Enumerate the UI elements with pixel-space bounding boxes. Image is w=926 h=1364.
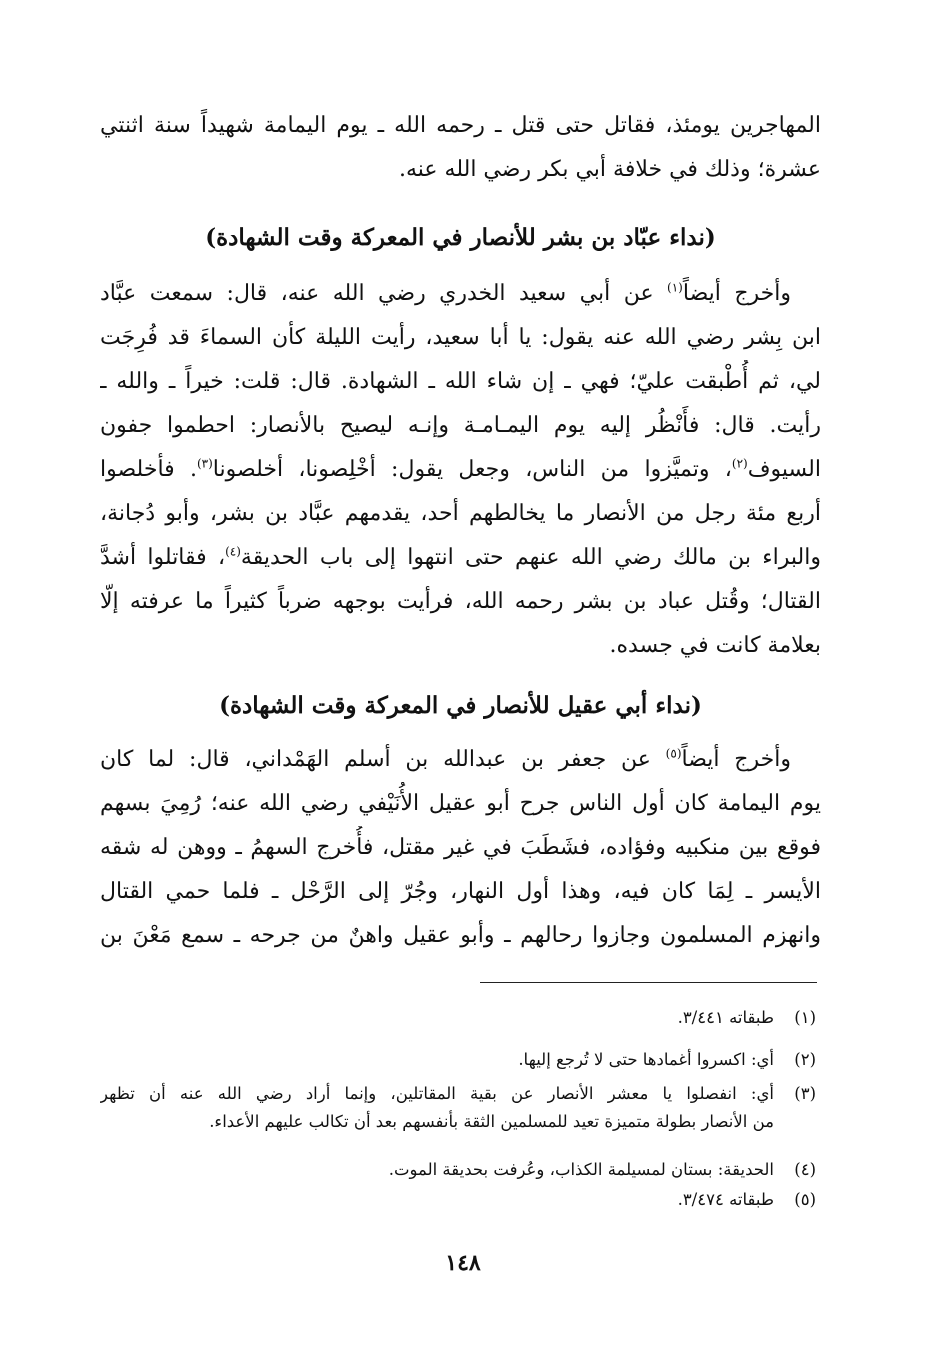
footnote-text: من الأنصار بطولة متميزة تعيد للمسلمين الثقة بأنفسهم بعد أن تكالب عليهم الأعداء.	[209, 1112, 774, 1131]
footnote-ref[interactable]: (٣)	[196, 456, 213, 471]
footnote-text: أي: اكسروا أغمادها حتى لا تُرجع إليها.	[518, 1050, 774, 1069]
footnote-1	[100, 1004, 816, 1032]
section-abbad-paragraph	[100, 272, 821, 668]
text-line: الأيسر ـ لِمَا كان فيه، وهذا أول النهار، وجُرّ إلى الرَّحْل ـ فلما حمي القتال	[100, 879, 821, 904]
text-line: لي، ثم أُطْبقت عليّ؛ فهي ـ إن شاء الله ـ الشهادة. قال: قلت: خيراً ـ والله ـ	[100, 369, 821, 394]
footnote-ref[interactable]: (٥)	[665, 746, 682, 761]
footnote-number: (٣)	[794, 1084, 816, 1103]
text-line: يوم اليمامة كان أول الناس جرح أبو عقيل الأُنَيْفي رضي الله عنه؛ رُمِيَ بسهم	[100, 791, 821, 816]
footnote-4	[100, 1156, 816, 1184]
text-line: عشرة؛ وذلك في خلافة أبي بكر رضي الله عنه.	[399, 157, 821, 182]
text-line: وأخرج أيضاً$^{(١)}$ عن أبي سعيد الخدري رضي الله عنه، قال: سمعت عبَّاد	[100, 280, 792, 306]
footnote-text: طبقاته ٣/٤٧٤.	[677, 1190, 774, 1209]
footnote-text: الحديقة: بستان لمسيلمة الكذاب، وعُرفت بحديقة الموت.	[388, 1160, 774, 1179]
section-heading-abu-aqil: (نداء أبي عقيل للأنصار في المعركة وقت الشهادة)	[219, 692, 702, 719]
text-line: القتال؛ وقُتل عباد بن بشر رحمه الله، فرأيت بوجهه ضرباً كثيراً ما عرفته إلّا	[100, 589, 821, 614]
text-line: رأيت. قال: فأَنْظُر إليه يوم اليمـامـة وإنـه ليصيح بالأنصار: احطموا جفون	[100, 413, 821, 438]
text-line: المهاجرين يومئذ، فقاتل حتى قتل ـ رحمه الله ـ يوم اليمامة شهيداً سنة اثنتي	[100, 113, 821, 138]
footnote-number: (٢)	[794, 1050, 816, 1069]
footnote-ref[interactable]: (١)	[667, 280, 683, 295]
footnote-separator	[480, 982, 817, 983]
section-heading-abbad: (نداء عبّاد بن بشر للأنصار في المعركة وقت الشهادة)	[205, 224, 716, 251]
section-abu-aqil-paragraph	[100, 738, 821, 958]
text-line: السيوف$^{(٢)}$، وتميَّزوا من الناس، وجعل يقول: أخْلِصونا، أخلصونا$^{(٣)}$. فأخلصوا	[100, 456, 821, 482]
footnote-3	[100, 1080, 816, 1136]
text-line: بعلامة كانت في جسده.	[609, 633, 821, 658]
footnote-ref[interactable]: (٤)	[225, 544, 241, 559]
footnote-number: (١)	[794, 1008, 816, 1027]
text-line: ابن بِشر رضي الله عنه يقول: يا أبا سعيد، رأيت الليلة كأن السماءَ قد فُرِجَت	[100, 325, 821, 350]
footnote-text: أي: انفصلوا يا معشر الأنصار عن بقية المقاتلين، وإنما أراد رضي الله عنه أن تظهر	[100, 1084, 774, 1103]
footnote-2	[100, 1046, 816, 1074]
text-line: وأخرج أيضاً$^{(٥)}$ عن جعفر بن عبدالله بن أسلم الهَمْداني، قال: لما كان	[100, 746, 791, 772]
text-line: والبراء بن مالك رضي الله عنهم حتى انتهوا إلى باب الحديقة$^{(٤)}$، فقاتلوا أشدَّ	[100, 544, 821, 570]
footnote-number: (٥)	[794, 1190, 816, 1209]
page-number: ١٤٨	[445, 1250, 481, 1276]
text-line: فوقع بين منكبيه وفؤاده، فشَطَبَ في غير مقتل، فأُخرج السهمُ ـ ووهن له شقه	[100, 835, 821, 860]
text-line: وانهزم المسلمون وجازوا رحالهم ـ وأبو عقيل واهنٌ من جرحه ـ سمع مَعْنَ بن	[100, 923, 821, 948]
text-line: أربع مئة رجل من الأنصار ما يخالطهم أحد، يقدمهم عبَّاد بن بشر، وأبو دُجانة،	[100, 501, 821, 526]
intro-paragraph	[100, 104, 821, 192]
footnote-number: (٤)	[794, 1160, 816, 1179]
footnote-5	[100, 1186, 816, 1214]
footnote-ref[interactable]: (٢)	[731, 456, 748, 471]
footnote-text: طبقاته ٣/٤٤١.	[677, 1008, 774, 1027]
